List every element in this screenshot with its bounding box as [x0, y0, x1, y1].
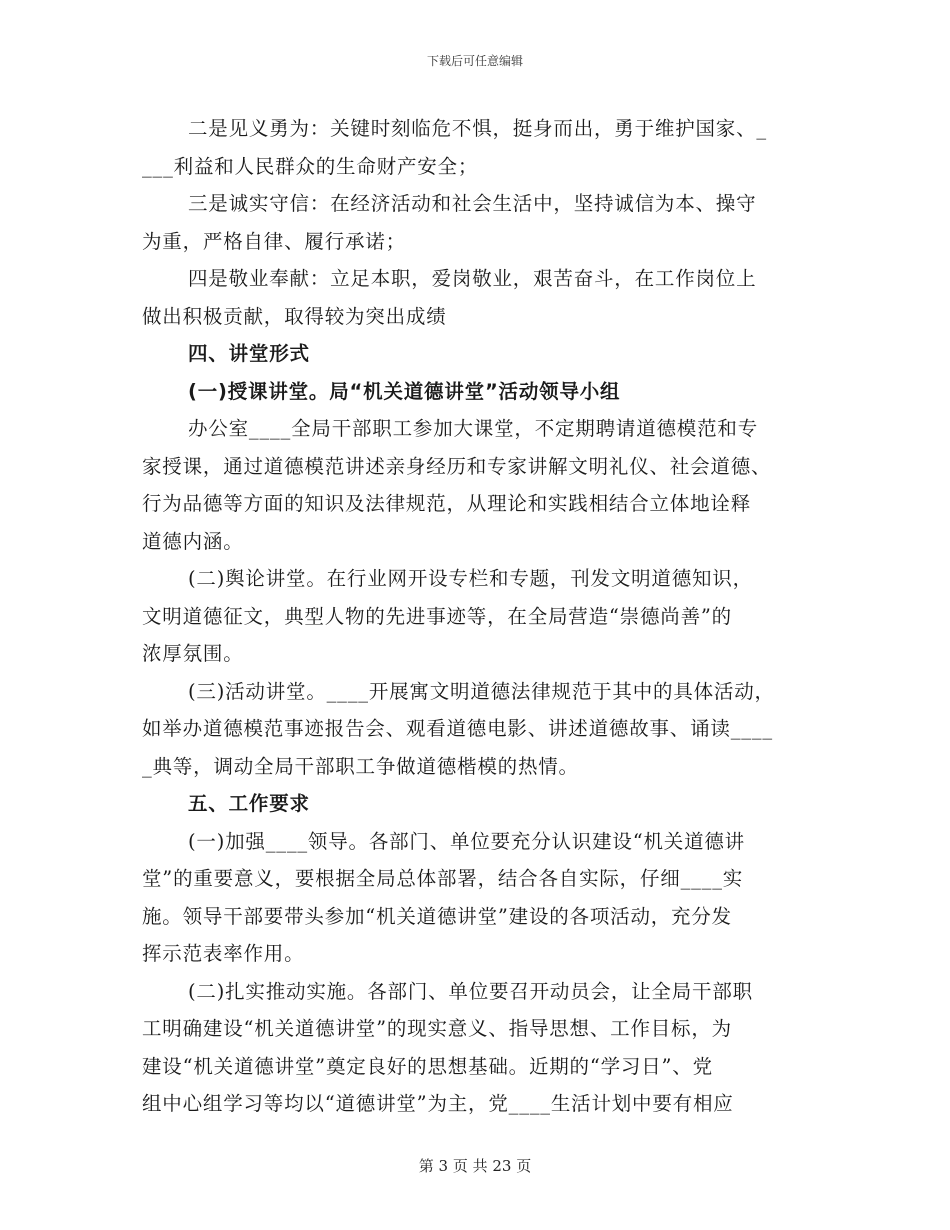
page-header: 下载后可任意编辑 [426, 54, 523, 68]
paragraph-line: 工明确建设“机关道德讲堂”的现实意义、指导思想、工作目标，为 [142, 1017, 732, 1040]
paragraph-line: _典等，调动全局干部职工争做道德楷模的热情。 [142, 754, 579, 778]
section-heading: 四、讲堂形式 [188, 342, 310, 365]
paragraph-line: (二)扎实推动实施。各部门、单位要召开动员会，让全局干部职 [188, 979, 753, 1003]
paragraph-line: 做出积极贡献，取得较为突出成绩 [142, 304, 447, 328]
paragraph-line: 如举办道德模范事迹报告会、观看道德电影、讲述道德故事、诵读____ [142, 717, 773, 740]
paragraph-line: 四是敬业奉献：立足本职，爱岗敬业，艰苦奋斗，在工作岗位上 [188, 267, 757, 290]
document-body [142, 110, 802, 1123]
section-heading: 五、工作要求 [188, 792, 310, 815]
paragraph-line: (三)活动讲堂。____开展寓文明道德法律规范于其中的具体活动， [188, 679, 775, 703]
page-number: 第 3 页 共 23 页 [418, 1157, 532, 1175]
paragraph-line: 家授课，通过道德模范讲述亲身经历和专家讲解文明礼仪、社会道德、 [142, 454, 772, 478]
paragraph-line: 施。领导干部要带头参加“机关道德讲堂”建设的各项活动，充分发 [142, 904, 732, 928]
paragraph-line: (一)加强____领导。各部门、单位要充分认识建设“机关道德讲 [188, 829, 745, 853]
paragraph-line: 堂”的重要意义，要根据全局总体部署，结合各自实际，仔细____实 [142, 867, 744, 890]
paragraph-line: 办公室____全局干部职工参加大课堂，不定期聘请道德模范和专 [188, 417, 759, 440]
paragraph-line: 浓厚氛围。 [142, 642, 244, 665]
paragraph-line: 建设“机关道德讲堂”奠定良好的思想基础。近期的“学习日”、党 [142, 1054, 713, 1078]
paragraph-line: 文明道德征文，典型人物的先进事迹等，在全局营造“崇德尚善”的 [142, 604, 732, 628]
paragraph-line: 道德内涵。 [142, 529, 244, 553]
paragraph-line: 组中心组学习等均以“道德讲堂”为主，党____生活计划中要有相应 [142, 1092, 734, 1115]
paragraph-line: 行为品德等方面的知识及法律规范，从理论和实践相结合立体地诠释 [142, 492, 752, 515]
paragraph-line: ___利益和人民群众的生命财产安全； [142, 154, 479, 178]
paragraph-line: 挥示范表率作用。 [142, 942, 305, 965]
section-heading: (一)授课讲堂。局“机关道德讲堂”活动领导小组 [188, 379, 621, 403]
paragraph-line: 为重，严格自律、履行承诺； [142, 229, 406, 253]
paragraph-line: 二是见义勇为：关键时刻临危不惧，挺身而出，勇于维护国家、_ [188, 117, 767, 140]
paragraph-line: 三是诚实守信：在经济活动和社会生活中，坚持诚信为本、操守 [188, 192, 757, 215]
paragraph-line: (二)舆论讲堂。在行业网开设专栏和专题，刊发文明道德知识， [188, 567, 753, 590]
